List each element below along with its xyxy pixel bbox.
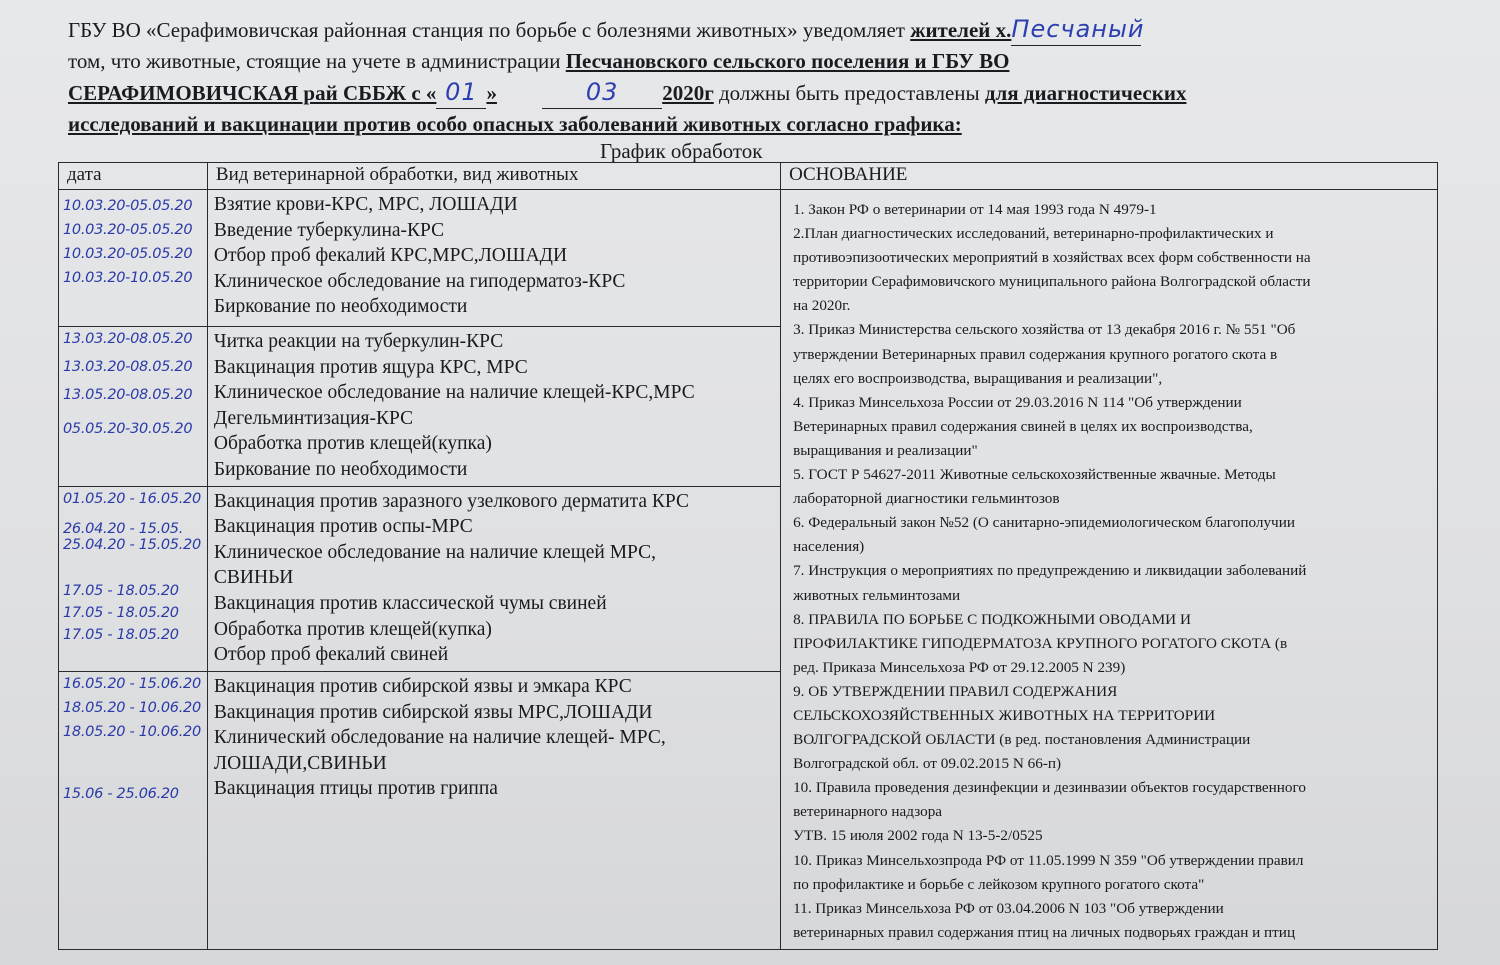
list-item: Биркование по необходимости xyxy=(213,458,468,480)
basis-line: противоэпизоотических мероприятий в хозяйствах всех форм собственности на xyxy=(793,249,1311,267)
list-item: Дегельминтизация-КРС xyxy=(213,407,414,429)
notice-line-4 xyxy=(68,109,1398,140)
basis-line: ред. Приказа Минсельхоза РФ от 29.12.2005 N 239) xyxy=(793,658,1126,676)
year-label: 2020г xyxy=(662,81,714,105)
basis-cell xyxy=(781,190,1438,950)
list-item: Вакцинация против заразного узелкового дерматита КРС xyxy=(213,490,689,512)
basis-line: 8. ПРАВИЛА ПО БОРЬБЕ С ПОДКОЖНЫМИ ОВОДАМИ И xyxy=(793,610,1191,628)
list-item: Обработка против клещей(купка) xyxy=(213,433,492,455)
handwritten-village-name: Песчаный xyxy=(1011,14,1141,46)
list-item: Взятие крови-КРС, МРС, ЛОШАДИ xyxy=(213,194,518,215)
list-item: Вакцинация против сибирской язвы МРС,ЛОШАДИ xyxy=(213,701,653,723)
residents-label: жителей х. xyxy=(910,18,1012,42)
schedule-table xyxy=(58,162,1438,950)
basis-line: 6. Федеральный закон №52 (О санитарно-эпидемиологическом благополучии xyxy=(793,514,1295,532)
notice-line-1 xyxy=(68,14,1398,46)
notice-text: том, что животные, стоящие на учете в администрации xyxy=(68,49,566,73)
basis-line: 1. Закон РФ о ветеринарии от 14 мая 1993 года N 4979-1 xyxy=(793,201,1157,218)
administration-name: Песчановского сельского поселения и ГБУ ВО xyxy=(565,49,1010,73)
header-treatment-type: Вид ветеринарной обработки, вид животных xyxy=(207,163,780,190)
table-header-row xyxy=(59,163,1438,190)
treatment-cell xyxy=(207,190,780,327)
basis-line: 4. Приказ Минсельхоза России от 29.03.2016 N 114 "Об утверждении xyxy=(793,393,1242,411)
basis-line: выращивания и реализации" xyxy=(793,441,978,459)
list-item: Отбор проб фекалий КРС,МРС,ЛОШАДИ xyxy=(213,245,568,267)
header-date: дата xyxy=(59,163,208,190)
handwritten-day: 01 xyxy=(436,77,486,109)
notice-line-3 xyxy=(68,77,1398,109)
notice-text: должны быть предоставлены xyxy=(713,81,985,105)
handwritten-date: 16.05.20 - 15.06.20 xyxy=(63,675,201,692)
list-item: СВИНЬИ xyxy=(213,567,294,589)
handwritten-date: 25.04.20 - 15.05.20 xyxy=(63,536,201,553)
basis-line: Ветеринарных правил содержания свиней в целях их воспроизводства, xyxy=(793,417,1253,435)
basis-line: по профилактике и борьбе с лейкозом крупного рогатого скота" xyxy=(793,875,1205,893)
basis-line: животных гельминтозами xyxy=(793,586,961,604)
handwritten-date: 10.03.20-10.05.20 xyxy=(63,270,193,286)
basis-line: УТВ. 15 июля 2002 года N 13-5-2/0525 xyxy=(793,827,1043,845)
notice-text: ГБУ ВО «Серафимовичская районная станция по борьбе с болезнями животных» уведомляет xyxy=(68,18,911,42)
purpose-text: для диагностических xyxy=(984,81,1187,105)
list-item: Вакцинация птицы против гриппа xyxy=(213,778,498,800)
handwritten-month: 03 xyxy=(542,77,662,109)
basis-line: ветеринарного надзора xyxy=(793,803,943,821)
list-item: Обработка против клещей(купка) xyxy=(213,618,492,640)
date-cell xyxy=(59,326,208,486)
basis-line: населения) xyxy=(793,538,865,556)
basis-line: 2.План диагностических исследований, ветеринарно-профилактических и xyxy=(793,225,1274,243)
handwritten-date: 26.04.20 - 15.05. xyxy=(63,520,184,537)
handwritten-date: 10.03.20-05.05.20 xyxy=(63,222,193,238)
handwritten-date: 17.05 - 18.05.20 xyxy=(63,582,179,599)
handwritten-date: 10.03.20-05.05.20 xyxy=(63,198,193,214)
schedule-title: График обработок xyxy=(600,139,763,163)
basis-line: территории Серафимовичского муниципального района Волгоградской области xyxy=(793,273,1311,291)
basis-line: 7. Инструкция о мероприятиях по предупреждению и ликвидации заболеваний xyxy=(793,562,1307,580)
list-item: Вакцинация против сибирской язвы и эмкара КРС xyxy=(213,675,632,697)
handwritten-date: 13.03.20-08.05.20 xyxy=(63,358,193,375)
handwritten-date: 13.03.20-08.05.20 xyxy=(63,330,193,347)
basis-line: ПРОФИЛАКТИКЕ ГИПОДЕРМАТОЗА КРУПНОГО РОГАТОГО СКОТА (в xyxy=(793,634,1288,652)
basis-line: лабораторной диагностики гельминтозов xyxy=(793,490,1060,508)
header-basis: ОСНОВАНИЕ xyxy=(781,163,1438,190)
list-item: ЛОШАДИ,СВИНЬИ xyxy=(213,752,387,774)
list-item: Вакцинация против ящура КРС, МРС xyxy=(213,356,528,378)
basis-line: СЕЛЬСКОХОЗЯЙСТВЕННЫХ ЖИВОТНЫХ НА ТЕРРИТОРИИ xyxy=(793,706,1216,724)
basis-line: 3. Приказ Министерства сельского хозяйства от 13 декабря 2016 г. № 551 "Об xyxy=(793,321,1296,339)
handwritten-date: 17.05 - 18.05.20 xyxy=(63,604,179,621)
handwritten-date: 10.03.20-05.05.20 xyxy=(63,246,193,262)
handwritten-date: 01.05.20 - 16.05.20 xyxy=(63,490,201,507)
basis-line: 5. ГОСТ Р 54627-2011 Животные сельскохозяйственные жвачные. Методы xyxy=(793,466,1276,484)
notice-line-2 xyxy=(68,46,1398,77)
handwritten-date: 18.05.20 - 10.06.20 xyxy=(63,723,201,740)
quote-mark: » xyxy=(486,81,497,105)
handwritten-date: 13.05.20-08.05.20 xyxy=(63,386,193,403)
list-item: Биркование по необходимости xyxy=(213,296,468,318)
handwritten-date: 18.05.20 - 10.06.20 xyxy=(63,699,201,716)
list-item: Вакцинация против классической чумы свиней xyxy=(213,592,607,614)
list-item: Клинический обследование на наличие клещей- МРС, xyxy=(213,727,666,749)
list-item: Отбор проб фекалий свиней xyxy=(213,644,449,666)
list-item: Вакцинация против оспы-МРС xyxy=(213,516,473,538)
table-row xyxy=(59,190,1438,327)
handwritten-date: 05.05.20-30.05.20 xyxy=(63,420,193,437)
basis-line: целях его воспроизводства, выращивания и реализации", xyxy=(793,369,1163,387)
treatment-cell xyxy=(207,326,780,486)
treatment-cell xyxy=(207,486,780,671)
date-cell xyxy=(59,486,208,671)
basis-line: 9. ОБ УТВЕРЖДЕНИИ ПРАВИЛ СОДЕРЖАНИЯ xyxy=(793,682,1118,700)
notice-header xyxy=(68,14,1398,140)
station-name: СЕРАФИМОВИЧСКАЯ рай СББЖ с « xyxy=(68,81,437,105)
basis-line: 10. Правила проведения дезинфекции и дезинвазии объектов государственного xyxy=(793,779,1306,797)
purpose-text: исследований и вакцинации против особо опасных заболеваний животных согласно графика: xyxy=(68,112,962,136)
list-item: Клиническое обследование на гиподерматоз-КРС xyxy=(213,270,626,292)
basis-line: 10. Приказ Минсельхозпрода РФ от 11.05.1999 N 359 "Об утверждении правил xyxy=(793,851,1304,869)
list-item: Клиническое обследование на наличие клещей-КРС,МРС xyxy=(213,382,695,404)
handwritten-date: 17.05 - 18.05.20 xyxy=(63,626,179,643)
basis-line: Волгоградской обл. от 09.02.2015 N 66-п) xyxy=(793,755,1062,773)
basis-line: утверждении Ветеринарных правил содержания крупного рогатого скота в xyxy=(793,345,1278,363)
basis-line: на 2020г. xyxy=(793,297,851,315)
basis-line: ВОЛГОГРАДСКОЙ ОБЛАСТИ (в ред. постановления Администрации xyxy=(793,731,1251,749)
list-item: Введение туберкулина-КРС xyxy=(213,219,445,241)
list-item: Клиническое обследование на наличие клещей МРС, xyxy=(213,541,656,563)
basis-line: ветеринарных правил содержания птиц на личных подворьях граждан и птиц xyxy=(793,923,1296,941)
list-item: Читка реакции на туберкулин-КРС xyxy=(213,330,504,352)
date-cell xyxy=(59,190,208,327)
basis-line: 11. Приказ Минсельхоза РФ от 03.04.2006 N 103 "Об утверждении xyxy=(793,899,1224,917)
treatment-cell xyxy=(207,671,780,949)
handwritten-date: 15.06 - 25.06.20 xyxy=(63,785,179,802)
date-cell xyxy=(59,671,208,949)
